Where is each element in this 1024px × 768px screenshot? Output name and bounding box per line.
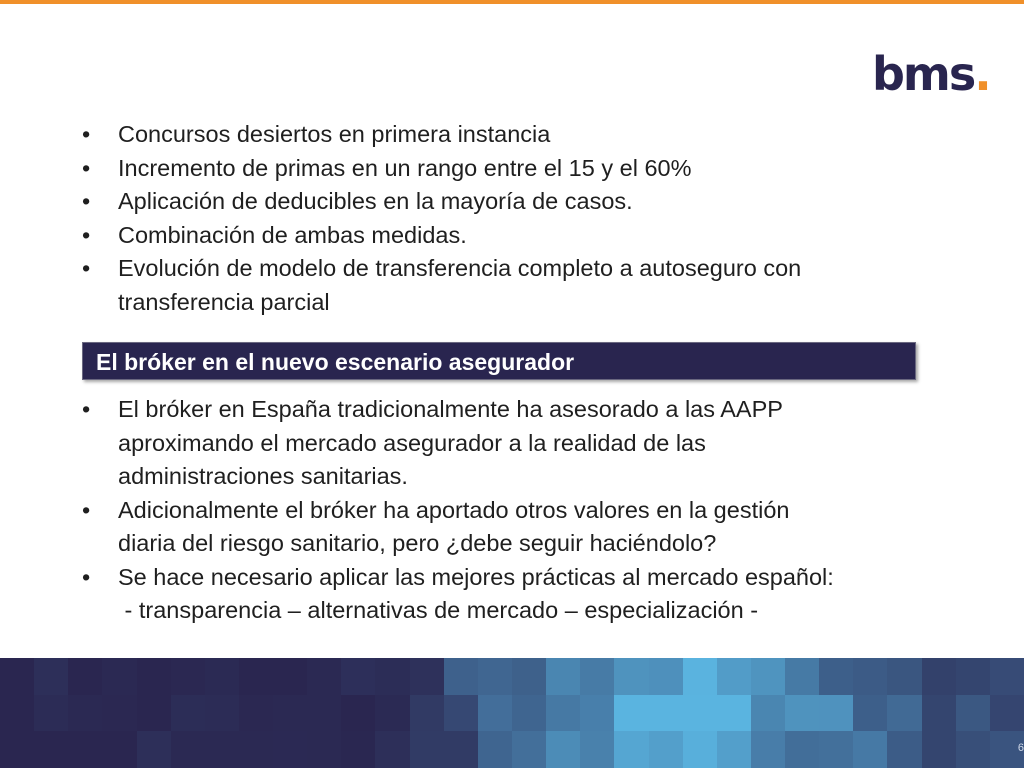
bullet-text-line: Incremento de primas en un rango entre el 15 y el 60% [118, 154, 692, 181]
bullet-text-line: Aplicación de deducibles en la mayoría de casos. [118, 188, 633, 214]
bullet-text-line: Combinación de ambas medidas. [118, 221, 467, 248]
mosaic-tile [990, 658, 1024, 696]
mosaic-tile [853, 658, 888, 696]
mosaic-tile [34, 695, 69, 733]
bullet-item [80, 118, 940, 152]
bullet-marker: • [82, 121, 91, 147]
bullet-text-line: - transparencia – alternativas de mercado – especialización - [118, 597, 759, 623]
mosaic-tile [375, 658, 410, 696]
logo-dot: . [974, 47, 990, 101]
bullet-text-line: aproximando el mercado asegurador a la realidad de las [118, 429, 706, 456]
mosaic-tile [102, 658, 137, 696]
pixel-mosaic-footer [0, 658, 1024, 768]
mosaic-tile [239, 658, 274, 696]
mosaic-tile [0, 658, 35, 696]
mosaic-tile [239, 731, 274, 768]
mosaic-tile [512, 731, 547, 768]
mosaic-tile [853, 731, 888, 768]
mosaic-tile [34, 731, 69, 768]
mosaic-tile [444, 731, 479, 768]
mosaic-tile [273, 695, 308, 733]
mosaic-tile [614, 731, 649, 768]
mosaic-tile [751, 658, 786, 696]
bms-logo [872, 46, 990, 102]
mosaic-tile [956, 658, 991, 696]
mosaic-tile [580, 695, 615, 733]
mosaic-tile [478, 658, 513, 696]
bullet-text-line: administraciones sanitarias. [118, 463, 408, 489]
mosaic-tile [580, 658, 615, 696]
mosaic-tile [137, 658, 172, 696]
mosaic-tile [580, 731, 615, 768]
mosaic-tile [137, 731, 172, 768]
mosaic-tile [717, 658, 752, 696]
mosaic-tile [307, 658, 342, 696]
mosaic-tile [922, 658, 957, 696]
mosaic-tile [205, 695, 240, 733]
mosaic-tile [751, 731, 786, 768]
mosaic-tile [273, 658, 308, 696]
mosaic-tile [887, 695, 922, 733]
mosaic-tile [717, 731, 752, 768]
bullet-text-line: Adicionalmente el bróker ha aportado otros valores en la gestión [118, 496, 790, 523]
top-accent-bar [0, 0, 1024, 4]
mosaic-tile [956, 731, 991, 768]
bullet-text-line: Concursos desiertos en primera instancia [118, 121, 551, 147]
bullet-text-line: transferencia parcial [118, 288, 330, 315]
bullet-item [80, 561, 940, 628]
mosaic-tile [649, 731, 684, 768]
mosaic-tile [956, 695, 991, 733]
bullet-marker: • [82, 255, 91, 281]
mosaic-tile [683, 658, 718, 696]
mosaic-tile [307, 695, 342, 733]
bullet-marker: • [82, 563, 91, 590]
mosaic-tile [819, 695, 854, 733]
mosaic-tile [785, 658, 820, 696]
mosaic-tile [410, 658, 445, 696]
logo-text: bms [872, 47, 975, 101]
mosaic-tile [478, 695, 513, 733]
mosaic-tile [68, 731, 103, 768]
mosaic-tile [341, 731, 376, 768]
mosaic-tile [614, 658, 649, 696]
mosaic-tile [512, 695, 547, 733]
mosaic-tile [205, 731, 240, 768]
mosaic-tile [68, 695, 103, 733]
mosaic-tile [683, 731, 718, 768]
mosaic-tile [819, 731, 854, 768]
bullet-marker: • [82, 496, 91, 523]
mosaic-tile [34, 658, 69, 696]
mosaic-tile [102, 731, 137, 768]
bullet-text-line: diaria del riesgo sanitario, pero ¿debe seguir haciéndolo? [118, 530, 717, 556]
mosaic-tile [478, 731, 513, 768]
mosaic-tile [546, 731, 581, 768]
mosaic-tile [717, 695, 752, 733]
mosaic-tile [341, 695, 376, 733]
bullet-text-line: El bróker en España tradicionalmente ha asesorado a las AAPP [118, 396, 783, 422]
mosaic-tile [375, 731, 410, 768]
mosaic-tile [307, 731, 342, 768]
mosaic-tile [512, 658, 547, 696]
mosaic-tile [785, 731, 820, 768]
mosaic-tile [751, 695, 786, 733]
bullet-marker: • [82, 154, 91, 181]
mosaic-tile [444, 695, 479, 733]
mosaic-tile [102, 695, 137, 733]
bullet-item [80, 393, 940, 494]
bullet-marker: • [82, 221, 91, 248]
bullet-item [80, 185, 940, 219]
mosaic-tile [0, 731, 35, 768]
mosaic-tile [68, 658, 103, 696]
bullet-marker: • [82, 396, 91, 422]
mosaic-tile [375, 695, 410, 733]
mosaic-tile [922, 731, 957, 768]
mosaic-tile [546, 658, 581, 696]
mosaic-tile [341, 658, 376, 696]
bullet-item [80, 494, 940, 561]
mosaic-tile [887, 731, 922, 768]
bullet-item [80, 252, 940, 319]
bottom-bullet-list [80, 393, 940, 628]
mosaic-tile [410, 731, 445, 768]
mosaic-tile [649, 658, 684, 696]
bullet-text-line: Se hace necesario aplicar las mejores prácticas al mercado español: [118, 563, 834, 590]
top-bullet-list [80, 118, 940, 319]
bullet-marker: • [82, 188, 91, 214]
mosaic-tile [887, 658, 922, 696]
mosaic-tile [239, 695, 274, 733]
mosaic-tile [273, 731, 308, 768]
mosaic-tile [990, 695, 1024, 733]
mosaic-tile [683, 695, 718, 733]
section-header: El bróker en el nuevo escenario asegurador [82, 342, 916, 380]
mosaic-tile [205, 658, 240, 696]
mosaic-tile [785, 695, 820, 733]
mosaic-tile [410, 695, 445, 733]
mosaic-tile [922, 695, 957, 733]
mosaic-tile [171, 695, 206, 733]
page-number: 6 [1017, 742, 1024, 754]
mosaic-tile [0, 695, 35, 733]
bullet-text-line: Evolución de modelo de transferencia completo a autoseguro con [118, 255, 802, 281]
mosaic-tile [649, 695, 684, 733]
mosaic-tile [444, 658, 479, 696]
mosaic-tile [171, 658, 206, 696]
mosaic-tile [614, 695, 649, 733]
bullet-item [80, 219, 940, 253]
bullet-item [80, 152, 940, 186]
mosaic-tile [853, 695, 888, 733]
mosaic-tile [171, 731, 206, 768]
mosaic-tile [819, 658, 854, 696]
mosaic-tile [137, 695, 172, 733]
mosaic-tile [546, 695, 581, 733]
